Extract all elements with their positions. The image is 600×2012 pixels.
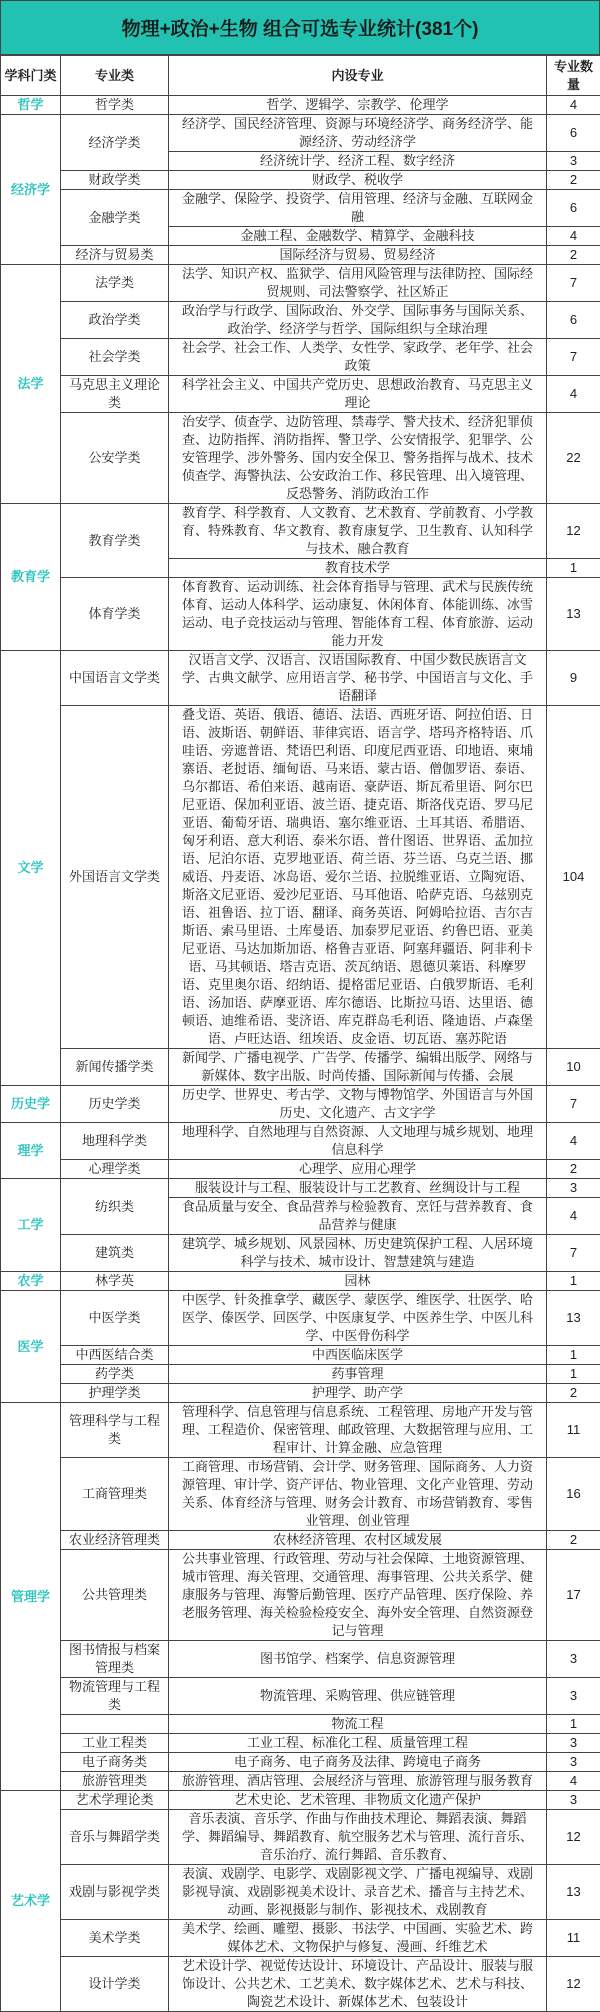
major-class-cell: 旅游管理类 [61, 1772, 169, 1791]
majors-cell: 物流工程 [169, 1715, 547, 1734]
count-cell: 2 [547, 1384, 600, 1403]
count-cell: 2 [547, 246, 600, 265]
major-class-cell: 马克思主义理论类 [61, 376, 169, 413]
table-row [1, 1179, 600, 1198]
majors-cell: 地理科学、自然地理与自然资源、人文地理与城乡规划、地理信息科学 [169, 1123, 547, 1160]
majors-cell: 美术学、绘画、雕塑、摄影、书法学、中国画、实验艺术、跨媒体艺术、文物保护与修复、漫画、纤维艺术 [169, 1920, 547, 1957]
majors-cell: 经济学、国民经济管理、资源与环境经济学、商务经济学、能源经济、劳动经济学 [169, 115, 547, 152]
major-class-cell: 中国语言文学类 [61, 651, 169, 706]
count-cell: 3 [547, 1734, 600, 1753]
count-cell: 4 [547, 1772, 600, 1791]
majors-cell: 艺术设计学、视觉传达设计、环境设计、产品设计、服装与服饰设计、公共艺术、工艺美术、数字媒体艺术、艺术与科技、陶瓷艺术设计、新媒体艺术、包装设计 [169, 1957, 547, 2012]
major-class-cell: 财政学类 [61, 171, 169, 190]
count-cell: 3 [547, 152, 600, 171]
count-cell: 1 [547, 559, 600, 578]
majors-cell: 社会学、社会工作、人类学、女性学、家政学、老年学、社会政策 [169, 339, 547, 376]
major-class-cell: 护理学类 [61, 1384, 169, 1403]
major-class-cell: 中医学类 [61, 1291, 169, 1346]
majors-cell: 旅游管理、酒店管理、会展经济与管理、旅游管理与服务教育 [169, 1772, 547, 1791]
table-row [1, 246, 600, 265]
majors-cell: 中医学、针灸推拿学、藏医学、蒙医学、维医学、壮医学、哈医学、傣医学、回医学、中医康复学、中医养生学、中医儿科学、中医骨伤科学 [169, 1291, 547, 1346]
count-cell: 10 [547, 1049, 600, 1086]
discipline-cell: 教育学 [1, 504, 61, 651]
table-row [1, 1531, 600, 1550]
table-row [1, 578, 600, 651]
count-cell: 6 [547, 190, 600, 227]
table-row [1, 1715, 600, 1734]
majors-cell: 经济统计学、经济工程、数字经济 [169, 152, 547, 171]
count-cell: 12 [547, 504, 600, 559]
major-class-cell: 中西医结合类 [61, 1346, 169, 1365]
major-class-cell: 金融学类 [61, 190, 169, 246]
major-class-cell: 农业经济管理类 [61, 1531, 169, 1550]
majors-cell: 音乐表演、音乐学、作曲与作曲技术理论、舞蹈表演、舞蹈学、舞蹈编导、舞蹈教育、航空服务艺术与管理、流行音乐、音乐治疗、流行舞蹈、音乐教育、 [169, 1810, 547, 1865]
table-header-row [1, 56, 600, 96]
count-cell: 17 [547, 1550, 600, 1641]
table-row [1, 1753, 600, 1772]
count-cell: 13 [547, 578, 600, 651]
count-cell: 3 [547, 1179, 600, 1198]
major-class-cell: 公共管理类 [61, 1550, 169, 1641]
table-row [1, 1865, 600, 1920]
discipline-cell: 哲学 [1, 96, 61, 115]
count-cell: 22 [547, 413, 600, 504]
discipline-cell: 艺术学 [1, 1791, 61, 2012]
table-row [1, 1365, 600, 1384]
header-count: 专业数量 [547, 56, 600, 96]
majors-cell: 叠戈语、英语、俄语、德语、法语、西班牙语、阿拉伯语、日语、波斯语、朝鲜语、菲律宾语、语言学、塔玛齐格特语、爪哇语、旁遮普语、梵语巴利语、印度尼西亚语、印地语、柬埔寨语、老挝语、缅甸语、马来语、蒙古语、僧伽罗语、泰语、乌尔都语、希伯来语、越南语、豪萨语、斯瓦希里语、阿尔巴尼亚语、保加利亚语、波兰语、捷克语、斯洛伐克语、罗马尼亚语、葡萄牙语、瑞典语、塞尔维亚语、土耳其语、希腊语、匈牙利语、意大利语、泰米尔语、普什图语、世界语、孟加拉语、尼泊尔语、克罗地亚语、荷兰语、芬兰语、乌克兰语、挪威语、丹麦语、冰岛语、爱尔兰语、拉脱维亚语、立陶宛语、斯洛文尼亚语、爱沙尼亚语、马耳他语、哈萨克语、乌兹别克语、祖鲁语、拉丁语、翻译、商务英语、阿姆哈拉语、吉尔吉斯语、索马里语、土库曼语、加泰罗尼亚语、约鲁巴语、亚美尼亚语、马达加斯加语、格鲁吉亚语、阿塞拜疆语、阿非利卡语、马其顿语、塔吉克语、茨瓦纳语、恩德贝莱语、科摩罗语、克里奥尔语、绍纳语、提格雷尼亚语、白俄罗斯语、毛利语、汤加语、萨摩亚语、库尔德语、比斯拉马语、达里语、德顿语、迪维希语、斐济语、库克群岛毛利语、隆迪语、卢森堡语、卢旺达语、纽埃语、皮金语、切瓦语、塞苏陀语 [169, 706, 547, 1049]
table-row [1, 1772, 600, 1791]
discipline-cell: 法学 [1, 265, 61, 504]
major-class-cell: 图书情报与档案管理类 [61, 1641, 169, 1678]
table-row [1, 1678, 600, 1715]
major-class-cell: 药学类 [61, 1365, 169, 1384]
count-cell: 2 [547, 1531, 600, 1550]
majors-cell: 艺术史论、艺术管理、非物质文化遗产保护 [169, 1791, 547, 1810]
count-cell: 12 [547, 1957, 600, 2012]
table-row [1, 706, 600, 1049]
major-class-cell: 公安学类 [61, 413, 169, 504]
count-cell: 7 [547, 265, 600, 302]
major-class-cell: 物流管理与工程类 [61, 1678, 169, 1715]
discipline-cell: 管理学 [1, 1403, 61, 1791]
count-cell: 1 [547, 1715, 600, 1734]
major-class-cell: 心理学类 [61, 1160, 169, 1179]
table-row [1, 1346, 600, 1365]
majors-cell: 汉语言文学、汉语言、汉语国际教育、中国少数民族语言文学、古典文献学、应用语言学、秘书学、中国语言与文化、手语翻译 [169, 651, 547, 706]
table-row [1, 1291, 600, 1346]
table-row [1, 190, 600, 227]
major-class-cell: 政治学类 [61, 302, 169, 339]
table-row [1, 376, 600, 413]
majors-cell: 工业工程、标准化工程、质量管理工程 [169, 1734, 547, 1753]
table-row [1, 96, 600, 115]
majors-table [0, 55, 600, 2012]
table-row [1, 651, 600, 706]
table-row [1, 1403, 600, 1458]
discipline-cell: 历史学 [1, 1086, 61, 1123]
count-cell: 4 [547, 1198, 600, 1235]
major-class-cell: 外国语言文学类 [61, 706, 169, 1049]
major-class-cell: 纺织类 [61, 1179, 169, 1235]
major-class-cell: 艺术学理论类 [61, 1791, 169, 1810]
count-cell: 4 [547, 1123, 600, 1160]
discipline-cell: 工学 [1, 1179, 61, 1272]
major-class-cell: 法学类 [61, 265, 169, 302]
table-row [1, 1458, 600, 1531]
table-row [1, 1920, 600, 1957]
majors-cell: 财政学、税收学 [169, 171, 547, 190]
count-cell: 3 [547, 1678, 600, 1715]
header-major-class: 专业类 [61, 56, 169, 96]
major-class-cell: 社会学类 [61, 339, 169, 376]
table-row [1, 1810, 600, 1865]
count-cell: 1 [547, 1346, 600, 1365]
table-row [1, 1957, 600, 2012]
majors-cell: 食品质量与安全、食品营养与检验教育、烹饪与营养教育、食品营养与健康 [169, 1198, 547, 1235]
table-row [1, 1641, 600, 1678]
header-discipline: 学科门类 [1, 56, 61, 96]
table-row [1, 1734, 600, 1753]
count-cell: 13 [547, 1865, 600, 1920]
table-row [1, 1049, 600, 1086]
majors-cell: 公共事业管理、行政管理、劳动与社会保障、土地资源管理、城市管理、海关管理、交通管理、海事管理、公共关系学、健康服务与管理、海警后勤管理、医疗产品管理、医疗保险、养老服务管理、海关检验检疫安全、海外安全管理、自然资源登记与管理 [169, 1550, 547, 1641]
major-class-cell: 教育学类 [61, 504, 169, 578]
count-cell: 7 [547, 1086, 600, 1123]
major-class-cell: 经济学类 [61, 115, 169, 171]
majors-cell: 国际经济与贸易、贸易经济 [169, 246, 547, 265]
count-cell: 4 [547, 376, 600, 413]
majors-cell: 政治学与行政学、国际政治、外交学、国际事务与国际关系、政治学、经济学与哲学、国际组织与全球治理 [169, 302, 547, 339]
table-body [1, 96, 600, 2012]
count-cell: 11 [547, 1403, 600, 1458]
major-class-cell: 历史学类 [61, 1086, 169, 1123]
major-class-cell: 电子商务类 [61, 1753, 169, 1772]
count-cell: 1 [547, 1272, 600, 1291]
count-cell: 2 [547, 171, 600, 190]
majors-cell: 服装设计与工程、服装设计与工艺教育、丝绸设计与工程 [169, 1179, 547, 1198]
major-class-cell: 经济与贸易类 [61, 246, 169, 265]
table-row [1, 339, 600, 376]
majors-cell: 护理学、助产学 [169, 1384, 547, 1403]
majors-cell: 哲学、逻辑学、宗教学、伦理学 [169, 96, 547, 115]
table-row [1, 1272, 600, 1291]
table-row [1, 1086, 600, 1123]
table-row [1, 115, 600, 152]
header-majors: 内设专业 [169, 56, 547, 96]
majors-cell: 药事管理 [169, 1365, 547, 1384]
count-cell: 3 [547, 1753, 600, 1772]
table-row [1, 1235, 600, 1272]
majors-cell: 新闻学、广播电视学、广告学、传播学、编辑出版学、网络与新媒体、数字出版、时尚传播、国际新闻与传播、会展 [169, 1049, 547, 1086]
majors-cell: 体育教育、运动训练、社会体育指导与管理、武术与民族传统体育、运动人体科学、运动康复、休闲体育、体能训练、冰雪运动、电子竞技运动与管理、智能体育工程、体育旅游、运动能力开发 [169, 578, 547, 651]
table-row [1, 1123, 600, 1160]
table-row [1, 1384, 600, 1403]
major-class-cell: 哲学类 [61, 96, 169, 115]
majors-cell: 金融学、保险学、投资学、信用管理、经济与金融、互联网金融 [169, 190, 547, 227]
discipline-cell: 医学 [1, 1291, 61, 1403]
count-cell: 3 [547, 1641, 600, 1678]
majors-cell: 管理科学、信息管理与信息系统、工程管理、房地产开发与管理、工程造价、保密管理、邮政管理、大数据管理与应用、工程审计、计算金融、应急管理 [169, 1403, 547, 1458]
majors-cell: 园林 [169, 1272, 547, 1291]
majors-cell: 电子商务、电子商务及法律、跨境电子商务 [169, 1753, 547, 1772]
count-cell: 104 [547, 706, 600, 1049]
count-cell: 1 [547, 1365, 600, 1384]
majors-cell: 心理学、应用心理学 [169, 1160, 547, 1179]
major-class-cell: 音乐与舞蹈学类 [61, 1810, 169, 1865]
count-cell: 7 [547, 339, 600, 376]
table-row [1, 302, 600, 339]
majors-cell: 建筑学、城乡规划、风景园林、历史建筑保护工程、人居环境科学与技术、城市设计、智慧建筑与建造 [169, 1235, 547, 1272]
major-class-cell: 地理科学类 [61, 1123, 169, 1160]
majors-cell: 农林经济管理、农村区域发展 [169, 1531, 547, 1550]
count-cell: 4 [547, 227, 600, 246]
count-cell: 6 [547, 302, 600, 339]
count-cell: 3 [547, 1791, 600, 1810]
count-cell: 6 [547, 115, 600, 152]
count-cell: 13 [547, 1291, 600, 1346]
majors-cell: 金融工程、金融数学、精算学、金融科技 [169, 227, 547, 246]
page-title: 物理+政治+生物 组合可选专业统计(381个) [0, 0, 600, 55]
majors-cell: 图书馆学、档案学、信息资源管理 [169, 1641, 547, 1678]
major-class-cell [61, 1715, 169, 1734]
major-class-cell: 工业工程类 [61, 1734, 169, 1753]
table-row [1, 1550, 600, 1641]
table-row [1, 265, 600, 302]
majors-cell: 教育技术学 [169, 559, 547, 578]
major-class-cell: 工商管理类 [61, 1458, 169, 1531]
majors-cell: 中西医临床医学 [169, 1346, 547, 1365]
count-cell: 2 [547, 1160, 600, 1179]
table-row [1, 171, 600, 190]
table-row [1, 413, 600, 504]
discipline-cell: 理学 [1, 1123, 61, 1179]
count-cell: 9 [547, 651, 600, 706]
majors-cell: 工商管理、市场营销、会计学、财务管理、国际商务、人力资源管理、审计学、资产评估、物业管理、文化产业管理、劳动关系、体育经济与管理、财务会计教育、市场营销教育、零售业管理、创业管理 [169, 1458, 547, 1531]
table-row [1, 1160, 600, 1179]
majors-cell: 教育学、科学教育、人文教育、艺术教育、学前教育、小学教育、特殊教育、华文教育、教育康复学、卫生教育、认知科学与技术、融合教育 [169, 504, 547, 559]
major-class-cell: 美术学类 [61, 1920, 169, 1957]
major-class-cell: 设计学类 [61, 1957, 169, 2012]
major-class-cell: 体育学类 [61, 578, 169, 651]
discipline-cell: 经济学 [1, 115, 61, 265]
count-cell: 7 [547, 1235, 600, 1272]
major-class-cell: 新闻传播学类 [61, 1049, 169, 1086]
count-cell: 4 [547, 96, 600, 115]
majors-cell: 科学社会主义、中国共产党历史、思想政治教育、马克思主义理论 [169, 376, 547, 413]
majors-cell: 表演、戏剧学、电影学、戏剧影视文学、广播电视编导、戏剧影视导演、戏剧影视美术设计、录音艺术、播音与主持艺术、动画、影视摄影与制作、影视技术、戏剧教育 [169, 1865, 547, 1920]
majors-cell: 历史学、世界史、考古学、文物与博物馆学、外国语言与外国历史、文化遗产、古文字学 [169, 1086, 547, 1123]
discipline-cell: 文学 [1, 651, 61, 1086]
majors-cell: 物流管理、采购管理、供应链管理 [169, 1678, 547, 1715]
major-class-cell: 建筑类 [61, 1235, 169, 1272]
count-cell: 16 [547, 1458, 600, 1531]
major-class-cell: 林学英 [61, 1272, 169, 1291]
major-class-cell: 管理科学与工程类 [61, 1403, 169, 1458]
discipline-cell: 农学 [1, 1272, 61, 1291]
majors-cell: 治安学、侦查学、边防管理、禁毒学、警犬技术、经济犯罪侦查、边防指挥、消防指挥、警卫学、公安情报学、犯罪学、公安管理学、涉外警务、国内安全保卫、警务指挥与战术、技术侦查学、海警执法、公安政治工作、移民管理、出入境管理、反恐警务、消防政治工作 [169, 413, 547, 504]
table-row [1, 504, 600, 559]
count-cell: 11 [547, 1920, 600, 1957]
major-class-cell: 戏剧与影视学类 [61, 1865, 169, 1920]
majors-cell: 法学、知识产权、监狱学、信用风险管理与法律防控、国际经贸规则、司法警察学、社区矫正 [169, 265, 547, 302]
count-cell: 12 [547, 1810, 600, 1865]
table-row [1, 1791, 600, 1810]
